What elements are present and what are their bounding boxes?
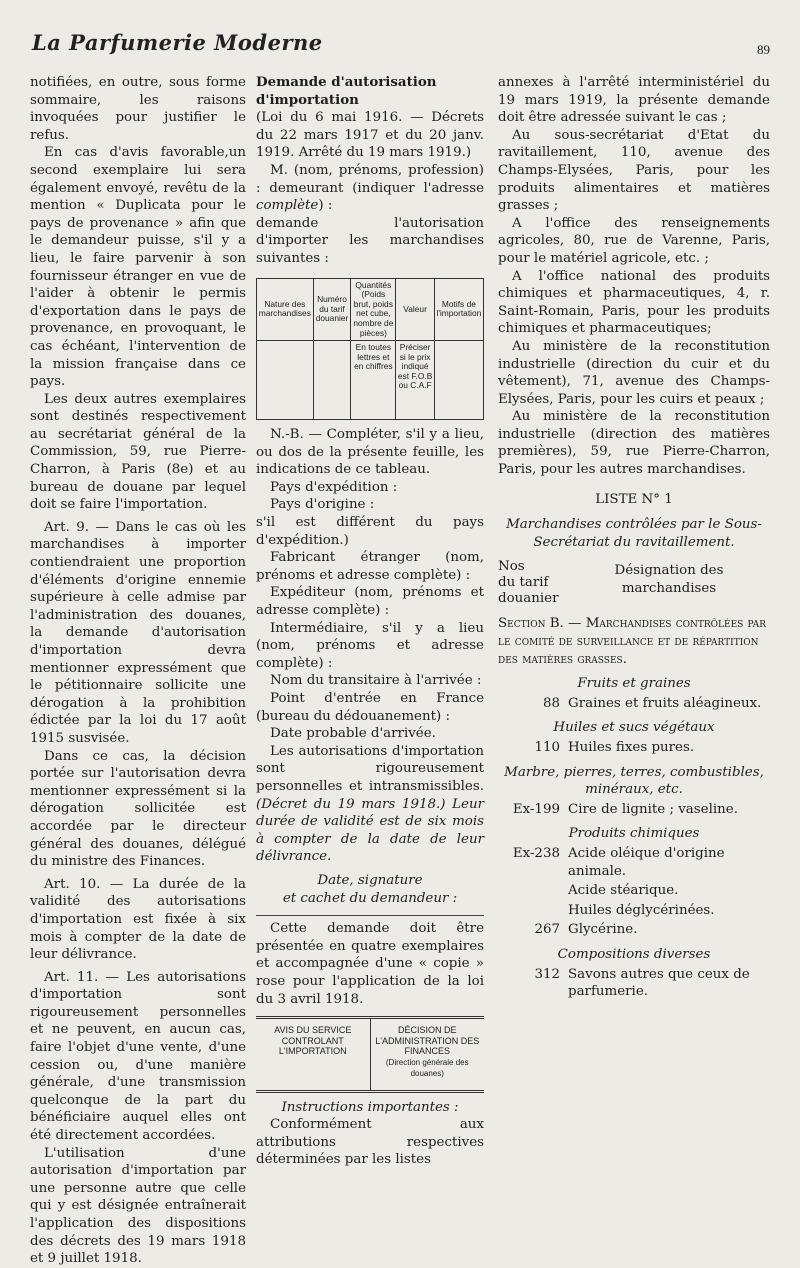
- column-3: [498, 74, 770, 1001]
- table-cell: [434, 341, 483, 420]
- form-line: Intermédiaire, s'il y a lieu (nom, prénoms et adresse complète) :: [256, 620, 484, 671]
- category-title: Huiles et sucs végétaux: [553, 720, 715, 736]
- list-item: Acide stéarique.: [568, 883, 679, 899]
- paragraph: A l'office national des produits chimiques et pharmaceutiques, 4, r. Saint-Romain, Paris, pour les produits chimiques et pharmaceutiques;: [498, 268, 770, 337]
- list-item: 110 Huiles fixes pures.: [534, 740, 695, 755]
- paragraph: Au ministère de la reconstitution industrielle (direction du cuir et du vêtement), 71, avenue des Champs-Elysées, Paris, pour les cuirs et peaux ;: [498, 338, 770, 407]
- paragraph: Au sous-secrétariat d'Etat du ravitaillement, 110, avenue des Champs-Elysées, Paris, pour les produits alimentaires et matières grasses ;: [498, 127, 770, 214]
- table-header: Numéro du tarif douanier: [313, 278, 351, 341]
- column-1: [30, 74, 246, 1268]
- table-cell: [257, 341, 314, 420]
- form-heading: Demande d'autorisation d'importation: [256, 74, 437, 108]
- article-10: Art. 10. — La durée de la validité des autorisations d'importation est fixée à six mois à compter de la date de leur délivrance.: [30, 876, 246, 963]
- table-header: Motifs de l'importation: [434, 278, 483, 341]
- note: N.-B. — Compléter, s'il y a lieu, ou dos de la présente feuille, les indications de ce tableau.: [256, 427, 484, 478]
- paragraph: notifiées, en outre, sous forme sommaire, les raisons invoquées pour justifier le refus.: [30, 75, 246, 143]
- instructions-heading: Instructions importantes :: [281, 1099, 459, 1115]
- list-column-headers: [498, 559, 770, 607]
- form-line: Nom du transitaire à l'arrivée :: [270, 673, 482, 689]
- category: [498, 719, 770, 756]
- decision-cell: DÉCISION DE L'ADMINISTRATION DES FINANCES (Direction générale des douanes): [370, 1018, 484, 1092]
- list-item: Ex-238 Acide oléique d'origine animale.: [512, 845, 725, 879]
- paragraph: L'utilisation d'une autorisation d'importation par une personne autre que celle qui y est désignée entraînerait l'application des dispositions des décrets des 19 mars 1918 et 9 juillet 1918.: [30, 1145, 246, 1267]
- service-opinion-cell: AVIS DU SERVICE CONTROLANT L'IMPORTATION: [274, 1025, 352, 1057]
- applicant-line: M. (nom, prénoms, profession) : demeurant (indiquer l'adresse complète) :: [256, 162, 484, 214]
- form-line: Pays d'expédition :: [270, 479, 398, 495]
- table-header: Valeur: [396, 278, 434, 341]
- list-item: 88 Graines et fruits aléagineux.: [542, 695, 762, 711]
- table-cell: En toutes lettres et en chiffres: [351, 341, 396, 420]
- running-head-title: La Parfumerie Moderne: [32, 30, 323, 55]
- tariff-number-header: Nos du tarif douanier: [498, 559, 559, 607]
- validity-note: Les autorisations d'importation sont rigoureusement personnelles et intransmissibles. (Décret du 19 mars 1918.) Leur durée de validité est de six mois à compter de la date de leur délivrance.: [256, 743, 484, 865]
- signature-block: [256, 872, 484, 907]
- form-line: Point d'entrée en France (bureau du dédouanement) :: [256, 691, 484, 724]
- category: [498, 946, 770, 1001]
- list-subtitle: Marchandises contrôlées par le Sous-Secrétariat du ravitaillement.: [506, 517, 762, 550]
- paragraph: Dans ce cas, la décision portée sur l'autorisation devra mentionner expressément si la dérogation sollicitée est accordée par le directeur général des douanes, délégué du ministre des Finances.: [30, 748, 246, 870]
- page-number: 89: [757, 42, 770, 57]
- paragraph: Au ministère de la reconstitution industrielle (direction des matières premières), 59, rue Pierre-Charron, Paris, pour les autres marchandises.: [498, 409, 770, 478]
- date-signature: Date, signature: [317, 872, 423, 888]
- category-title: Marbre, pierres, terres, combustibles, minéraux, etc.: [504, 764, 764, 798]
- category: [498, 764, 770, 819]
- category: [498, 675, 770, 712]
- copies-note: Cette demande doit être présentée en quatre exemplaires et accompagnée d'une « copie » rose pour l'application de la loi du 3 avril 1918.: [256, 921, 484, 1007]
- form-line: s'il est différent du pays d'expédition.): [256, 515, 484, 548]
- category: [498, 825, 770, 939]
- paragraph: annexes à l'arrêté interministériel du 19 mars 1919, la présente demande doit être adressée suivant le cas ;: [498, 75, 770, 126]
- list-title: LISTE N° 1: [595, 491, 673, 507]
- paragraph: En cas d'avis favorable,un second exemplaire lui sera également envoyé, revêtu de la mention « Duplicata pour le pays de provenance » afin que le demandeur puisse, s'il y a lieu, le faire parvenir à son fournisseur étranger en vue de l'aider à obtenir le permis d'exportation dans le pays de provenance, en provoquant, le cas échéant, l'intervention de la mission française dans ce pays.: [30, 145, 246, 390]
- goods-table: [256, 278, 484, 421]
- table-header: Quantités (Poids brut, poids net cube, nombre de pièces): [351, 278, 396, 341]
- law-reference: (Loi du 6 mai 1916. — Décrets du 22 mars 1917 et du 20 janv. 1919. Arrêté du 19 mars 1919.): [256, 110, 484, 161]
- table-cell: Préciser si le prix indiqué est F.O.B ou C.A.F: [396, 341, 434, 420]
- list-item: Huiles déglycérinées.: [568, 902, 715, 918]
- table-cell: [313, 341, 351, 420]
- form-line: Fabricant étranger (nom, prénoms et adresse complète) :: [256, 550, 484, 583]
- form-line: Expéditeur (nom, prénoms et adresse complète) :: [256, 585, 484, 619]
- form-line: Date probable d'arrivée.: [270, 726, 436, 742]
- list-item: Ex-199 Cire de lignite ; vaseline.: [512, 801, 738, 817]
- category-title: Fruits et graines: [577, 676, 691, 692]
- designation-header: Désignation des marchandises: [614, 563, 724, 596]
- list-item: 312 Savons autres que ceux de parfumerie.: [534, 966, 750, 1000]
- category-title: Produits chimiques: [568, 826, 700, 842]
- paragraph: A l'office des renseignements agricoles, 80, rue de Varenne, Paris, pour le matériel agricole, etc. ;: [498, 215, 770, 266]
- approval-table: [256, 1016, 484, 1093]
- form-line: Pays d'origine :: [270, 497, 375, 513]
- article-11: Art. 11. — Les autorisations d'importation sont rigoureusement personnelles et ne peuvent, en aucun cas, faire l'objet d'une vente, d'une cession ou, d'une manière générale, d'une transmission quelconque de la part du bénéficiaire auquel elles ont été directement accordées.: [30, 969, 246, 1144]
- category-title: Compositions diverses: [557, 946, 711, 962]
- section-heading: Section B. — Marchandises contrôlées par le comité de surveillance et de répartition des matières grasses.: [498, 616, 767, 667]
- paragraph: Les deux autres exemplaires sont destinés respectivement au secrétariat général de la Commission, 59, rue Pierre-Charron, à Paris (8e) et au bureau de douane par lequel doit se faire l'importation.: [30, 391, 246, 513]
- article-9: Art. 9. — Dans le cas où les marchandises à importer contiendraient une proportion d'éléments d'origine ennemie supérieure à celle admise par l'administration des douanes, la demande d'autorisation d'importation devra mentionner expressément que le pétitionnaire sollicite une dérogation à la prohibition édictée par la loi du 17 août 1915 susvisée.: [30, 519, 246, 746]
- instructions-text: Conformément aux attributions respectives déterminées par les listes: [256, 1117, 484, 1168]
- stamp-line: et cachet du demandeur :: [282, 890, 458, 906]
- column-2: [256, 74, 484, 1169]
- table-header: Nature des marchandises: [257, 278, 314, 341]
- request-line: demande l'autorisation d'importer les marchandises suivantes :: [256, 215, 484, 266]
- list-item: 267 Glycérine.: [534, 922, 638, 938]
- divider: [256, 915, 484, 916]
